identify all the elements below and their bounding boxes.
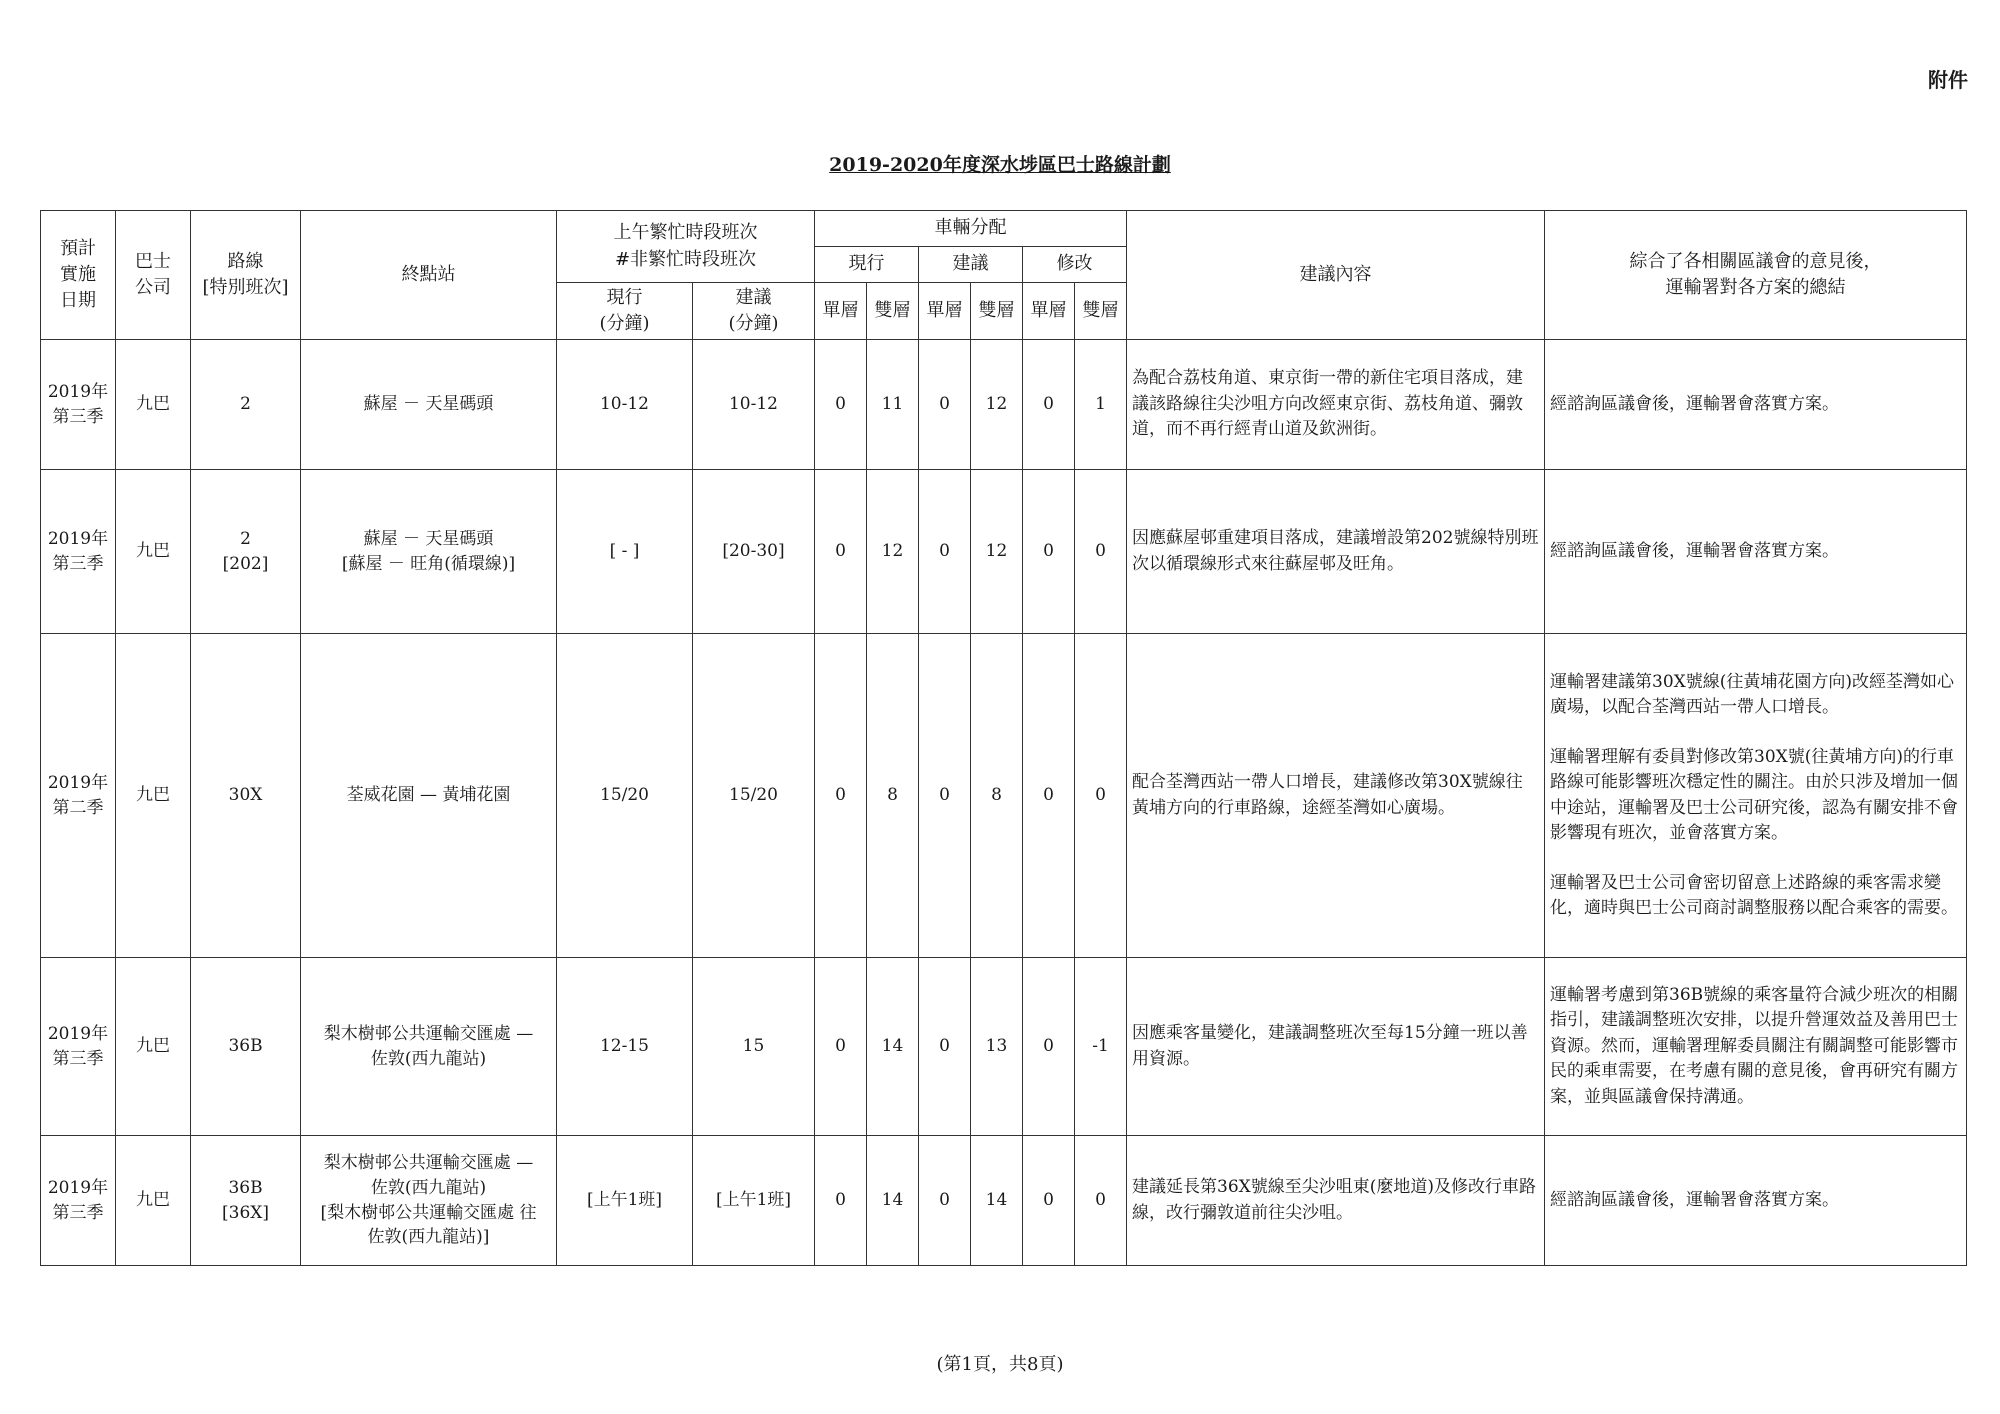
header-frequency-current: 現行 (分鐘): [557, 283, 693, 340]
header-proposal: 建議內容: [1127, 211, 1545, 340]
cell-fleet-change-double: 0: [1075, 634, 1127, 958]
cell-route: 36B [36X]: [191, 1136, 301, 1266]
cell-company: 九巴: [116, 958, 191, 1136]
cell-proposal: 配合荃灣西站一帶人口增長，建議修改第30X號線往黃埔方向的行車路線，途經荃灣如心廣場。: [1127, 634, 1545, 958]
cell-fleet-change-double: 0: [1075, 1136, 1127, 1266]
summary-paragraph: 運輸署及巴士公司會密切留意上述路線的乘客需求變化，適時與巴士公司商討調整服務以配合乘客的需要。: [1550, 872, 1958, 919]
cell-fleet-change-single: 0: [1023, 340, 1075, 470]
table-row: [41, 958, 1967, 1136]
cell-summary: [1545, 958, 1967, 1136]
page-footer: (第1頁，共8頁): [936, 1354, 1064, 1375]
table-header: [41, 211, 1967, 340]
cell-fleet-change-double: 0: [1075, 470, 1127, 634]
cell-company: 九巴: [116, 470, 191, 634]
cell-fleet-proposed-single: 0: [919, 958, 971, 1136]
cell-proposal: 因應乘客量變化，建議調整班次至每15分鐘一班以善用資源。: [1127, 958, 1545, 1136]
header-double-deck: 雙層: [971, 283, 1023, 340]
table-row: [41, 1136, 1967, 1266]
header-company: 巴士 公司: [116, 211, 191, 340]
cell-terminals: 荃威花園 — 黃埔花園: [301, 634, 557, 958]
cell-frequency-current: 10-12: [557, 340, 693, 470]
header-summary: 綜合了各相關區議會的意見後， 運輸署對各方案的總結: [1545, 211, 1967, 340]
cell-fleet-current-double: 12: [867, 470, 919, 634]
cell-date: 2019年 第三季: [41, 340, 116, 470]
header-frequency-group: 上午繁忙時段班次 #非繁忙時段班次: [557, 211, 815, 283]
cell-fleet-change-single: 0: [1023, 1136, 1075, 1266]
cell-date: 2019年 第三季: [41, 958, 116, 1136]
cell-frequency-current: [上午1班]: [557, 1136, 693, 1266]
cell-fleet-current-double: 8: [867, 634, 919, 958]
cell-fleet-change-single: 0: [1023, 958, 1075, 1136]
cell-summary: [1545, 340, 1967, 470]
cell-fleet-proposed-double: 8: [971, 634, 1023, 958]
header-route: 路線 [特別班次]: [191, 211, 301, 340]
header-single-deck: 單層: [919, 283, 971, 340]
cell-fleet-change-double: 1: [1075, 340, 1127, 470]
cell-fleet-change-single: 0: [1023, 470, 1075, 634]
cell-terminals: 蘇屋 － 天星碼頭: [301, 340, 557, 470]
cell-date: 2019年 第三季: [41, 470, 116, 634]
cell-fleet-proposed-single: 0: [919, 634, 971, 958]
cell-summary: [1545, 1136, 1967, 1266]
cell-route: 36B: [191, 958, 301, 1136]
cell-route: 30X: [191, 634, 301, 958]
cell-fleet-current-double: 14: [867, 958, 919, 1136]
header-fleet-group: 車輛分配: [815, 211, 1127, 247]
summary-paragraph: 運輸署考慮到第36B號線的乘客量符合減少班次的相關指引，建議調整班次安排，以提升營運效益及善用巴士資源。然而，運輸署理解委員關注有關調整可能影響市民的乘車需要，在考慮有關的意見後，會再研究有關方案，並與區議會保持溝通。: [1550, 984, 1959, 1107]
document-title: 2019-2020年度深水埗區巴士路線計劃: [829, 154, 1171, 176]
cell-fleet-current-single: 0: [815, 470, 867, 634]
header-fleet-change: 修改: [1023, 247, 1127, 283]
cell-company: 九巴: [116, 1136, 191, 1266]
summary-paragraph: 經諮詢區議會後，運輸署會落實方案。: [1550, 1189, 1839, 1210]
cell-frequency-current: 12-15: [557, 958, 693, 1136]
cell-fleet-proposed-double: 13: [971, 958, 1023, 1136]
header-date: 預計 實施 日期: [41, 211, 116, 340]
cell-fleet-proposed-single: 0: [919, 340, 971, 470]
cell-company: 九巴: [116, 340, 191, 470]
annex-label: 附件: [1928, 68, 1968, 92]
table-row: [41, 340, 1967, 470]
header-double-deck: 雙層: [867, 283, 919, 340]
cell-proposal: 為配合荔枝角道、東京街一帶的新住宅項目落成，建議該路線往尖沙咀方向改經東京街、荔枝角道、彌敦道，而不再行經青山道及欽洲街。: [1127, 340, 1545, 470]
cell-summary: [1545, 634, 1967, 958]
header-double-deck: 雙層: [1075, 283, 1127, 340]
cell-frequency-current: [ - ]: [557, 470, 693, 634]
cell-fleet-proposed-double: 12: [971, 340, 1023, 470]
summary-paragraph: 運輸署建議第30X號線(往黃埔花園方向)改經荃灣如心廣場，以配合荃灣西站一帶人口增長。: [1550, 671, 1954, 718]
cell-fleet-proposed-double: 14: [971, 1136, 1023, 1266]
cell-frequency-proposed: 10-12: [693, 340, 815, 470]
header-frequency-proposed: 建議 (分鐘): [693, 283, 815, 340]
cell-fleet-current-single: 0: [815, 634, 867, 958]
cell-summary: [1545, 470, 1967, 634]
table-body: [41, 340, 1967, 1266]
cell-terminals: 梨木樹邨公共運輸交匯處 — 佐敦(西九龍站) [梨木樹邨公共運輸交匯處 往 佐敦(西九龍站)]: [301, 1136, 557, 1266]
cell-fleet-change-double: -1: [1075, 958, 1127, 1136]
header-terminals: 終點站: [301, 211, 557, 340]
cell-fleet-proposed-double: 12: [971, 470, 1023, 634]
cell-date: 2019年 第三季: [41, 1136, 116, 1266]
cell-frequency-proposed: [上午1班]: [693, 1136, 815, 1266]
cell-fleet-current-double: 14: [867, 1136, 919, 1266]
cell-fleet-current-single: 0: [815, 340, 867, 470]
cell-route: 2 [202]: [191, 470, 301, 634]
table-row: [41, 470, 1967, 634]
cell-fleet-current-double: 11: [867, 340, 919, 470]
cell-proposal: 因應蘇屋邨重建項目落成，建議增設第202號線特別班次以循環線形式來往蘇屋邨及旺角。: [1127, 470, 1545, 634]
cell-fleet-change-single: 0: [1023, 634, 1075, 958]
cell-route: 2: [191, 340, 301, 470]
cell-frequency-proposed: [20-30]: [693, 470, 815, 634]
cell-proposal: 建議延長第36X號線至尖沙咀東(麼地道)及修改行車路線，改行彌敦道前往尖沙咀。: [1127, 1136, 1545, 1266]
summary-paragraph: 經諮詢區議會後，運輸署會落實方案。: [1550, 540, 1839, 561]
cell-frequency-current: 15/20: [557, 634, 693, 958]
summary-paragraph: 運輸署理解有委員對修改第30X號(往黃埔方向)的行車路線可能影響班次穩定性的關注。由於只涉及增加一個中途站，運輸署及巴士公司研究後，認為有關安排不會影響現有班次，並會落實方案。: [1550, 746, 1958, 844]
header-fleet-current: 現行: [815, 247, 919, 283]
header-single-deck: 單層: [1023, 283, 1075, 340]
cell-frequency-proposed: 15: [693, 958, 815, 1136]
cell-terminals: 蘇屋 － 天星碼頭 [蘇屋 － 旺角(循環線)]: [301, 470, 557, 634]
cell-fleet-proposed-single: 0: [919, 1136, 971, 1266]
cell-fleet-current-single: 0: [815, 958, 867, 1136]
header-fleet-proposed: 建議: [919, 247, 1023, 283]
cell-fleet-proposed-single: 0: [919, 470, 971, 634]
table-row: [41, 634, 1967, 958]
cell-company: 九巴: [116, 634, 191, 958]
summary-paragraph: 經諮詢區議會後，運輸署會落實方案。: [1550, 393, 1839, 414]
route-plan-table: [40, 210, 1967, 1266]
header-single-deck: 單層: [815, 283, 867, 340]
cell-fleet-current-single: 0: [815, 1136, 867, 1266]
cell-date: 2019年 第二季: [41, 634, 116, 958]
cell-frequency-proposed: 15/20: [693, 634, 815, 958]
cell-terminals: 梨木樹邨公共運輸交匯處 — 佐敦(西九龍站): [301, 958, 557, 1136]
